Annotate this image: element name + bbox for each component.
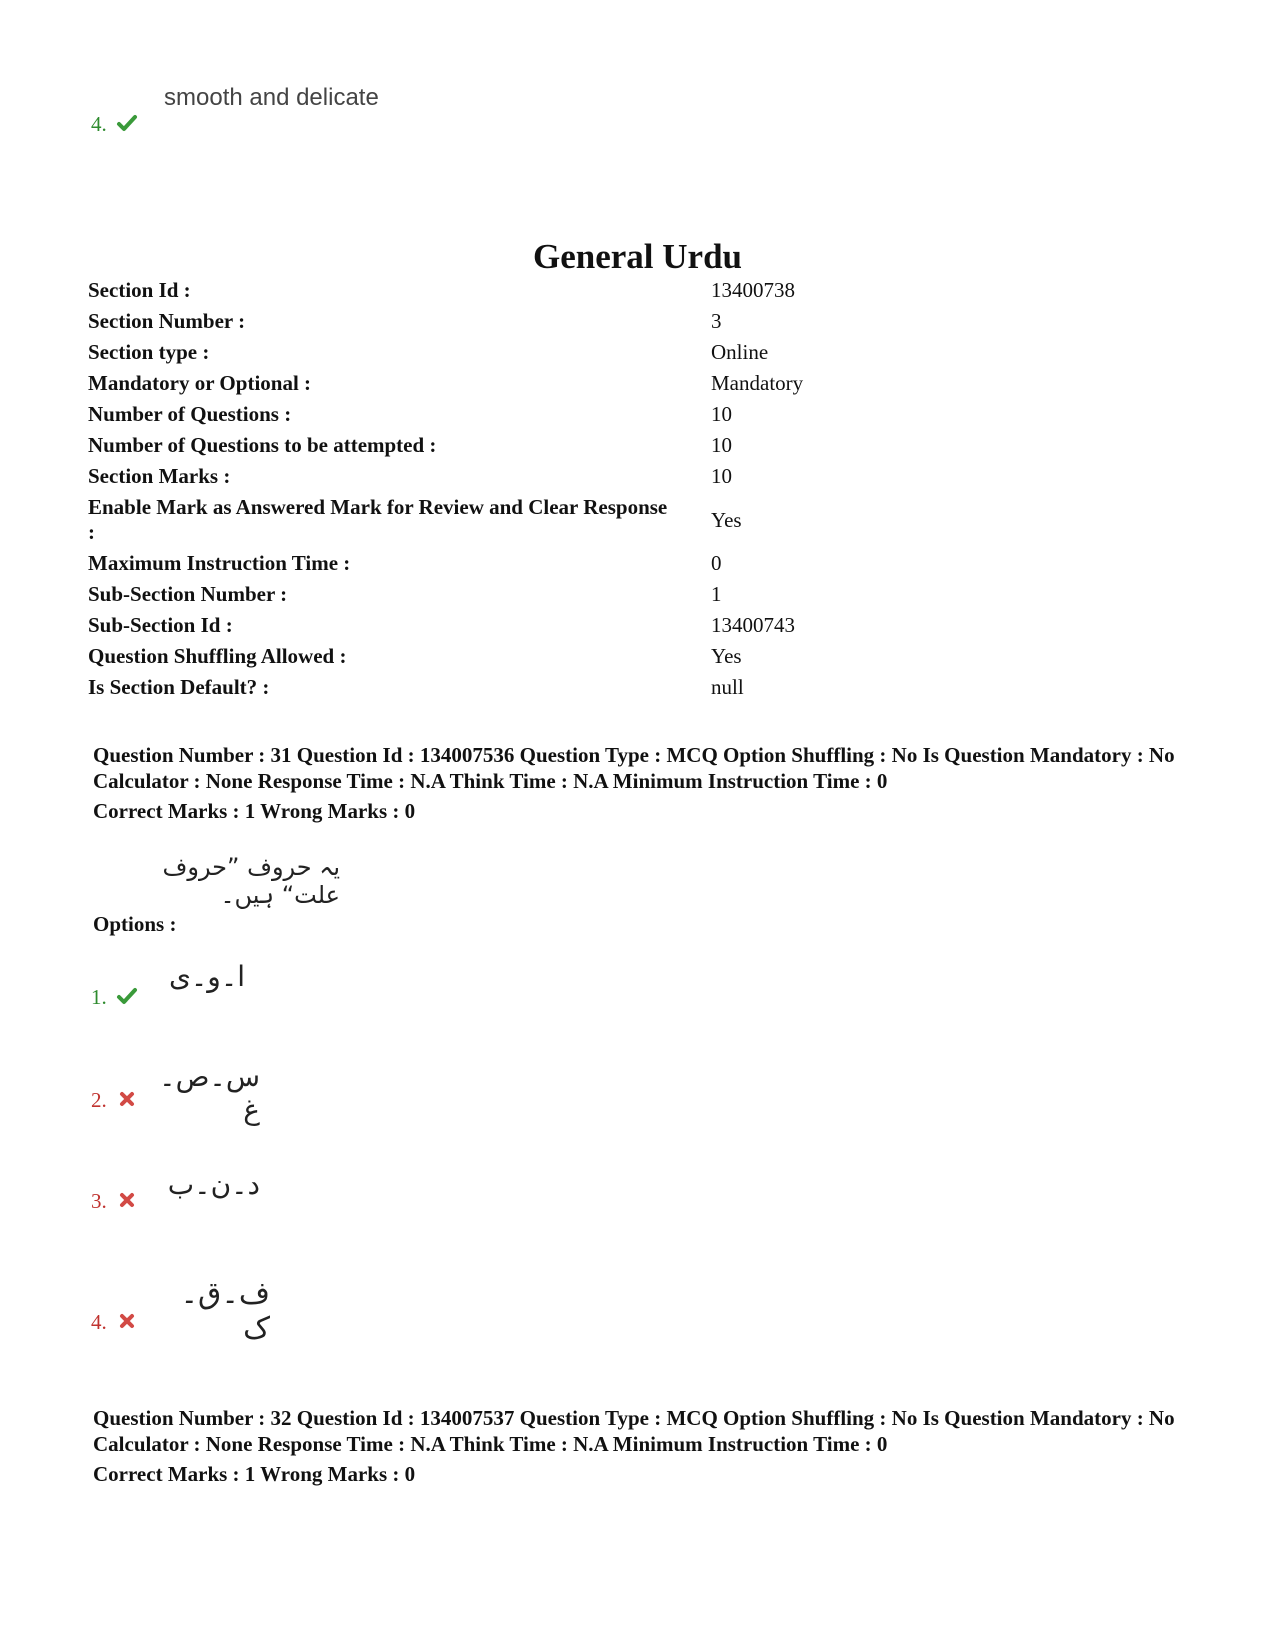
row-label: Number of Questions : bbox=[88, 402, 292, 426]
option-text: ف۔ق۔ک bbox=[180, 1276, 270, 1346]
question-31-marks: Correct Marks : 1 Wrong Marks : 0 bbox=[93, 799, 416, 823]
table-row bbox=[88, 672, 1011, 703]
option-marker bbox=[91, 985, 138, 1010]
row-label: Enable Mark as Answered Mark for Review and Clear Response : bbox=[88, 495, 668, 544]
question-31-meta: Question Number : 31 Question Id : 134007536 Question Type : MCQ Option Shuffling : No Is Question Mandatory : No Calculator : None Response Time : N.A Think Time : N.A Minimum Instruction Time : 0 bbox=[93, 743, 1175, 793]
row-value: 13400738 bbox=[711, 278, 795, 302]
row-value: Yes bbox=[711, 507, 742, 532]
question-32-meta: Question Number : 32 Question Id : 134007537 Question Type : MCQ Option Shuffling : No Is Question Mandatory : No Calculator : None Response Time : N.A Think Time : N.A Minimum Instruction Time : 0 bbox=[93, 1406, 1175, 1456]
options-label: Options : bbox=[93, 912, 177, 936]
table-row bbox=[88, 275, 1011, 306]
row-value: Yes bbox=[711, 644, 742, 668]
option-number: 1. bbox=[91, 985, 107, 1009]
cross-icon bbox=[116, 1189, 138, 1211]
table-row bbox=[88, 461, 1011, 492]
option-text: س۔ص۔غ bbox=[159, 1060, 260, 1126]
table-row bbox=[88, 610, 1011, 641]
table-row bbox=[88, 306, 1011, 337]
table-row bbox=[88, 492, 1011, 548]
row-value: 10 bbox=[711, 464, 732, 488]
table-row bbox=[88, 337, 1011, 368]
row-value: 13400743 bbox=[711, 613, 795, 637]
row-label: Maximum Instruction Time : bbox=[88, 551, 351, 575]
question-32-marks: Correct Marks : 1 Wrong Marks : 0 bbox=[93, 1462, 416, 1486]
row-label: Section Marks : bbox=[88, 464, 231, 488]
option-marker bbox=[91, 1189, 138, 1214]
row-label: Mandatory or Optional : bbox=[88, 371, 312, 395]
option-marker bbox=[91, 112, 138, 137]
row-value: 0 bbox=[711, 551, 722, 575]
option-text: smooth and delicate bbox=[164, 84, 379, 111]
row-value: 3 bbox=[711, 309, 722, 333]
table-row bbox=[88, 430, 1011, 461]
cross-icon bbox=[116, 1310, 138, 1332]
table-row bbox=[88, 368, 1011, 399]
row-value: Mandatory bbox=[711, 371, 804, 395]
row-label: Number of Questions to be attempted : bbox=[88, 433, 437, 457]
check-icon bbox=[116, 985, 138, 1007]
option-marker bbox=[91, 1088, 138, 1113]
row-label: Section Number : bbox=[88, 309, 246, 333]
option-number: 4. bbox=[91, 112, 107, 136]
row-value: 1 bbox=[711, 582, 722, 606]
row-label: Section Id : bbox=[88, 278, 191, 302]
row-label: Sub-Section Number : bbox=[88, 582, 288, 606]
option-text: د۔ن۔ب bbox=[167, 1168, 260, 1201]
option-number: 4. bbox=[91, 1310, 107, 1334]
table-row bbox=[88, 579, 1011, 610]
table-row bbox=[88, 641, 1011, 672]
cross-icon bbox=[116, 1088, 138, 1110]
check-icon bbox=[116, 112, 138, 134]
option-number: 3. bbox=[91, 1189, 107, 1213]
option-number: 2. bbox=[91, 1088, 107, 1112]
option-text: ا۔و۔ی bbox=[168, 960, 245, 993]
table-row bbox=[88, 399, 1011, 430]
row-value: null bbox=[711, 675, 744, 699]
row-label: Sub-Section Id : bbox=[88, 613, 233, 637]
option-marker bbox=[91, 1310, 138, 1335]
row-label: Is Section Default? : bbox=[88, 675, 270, 699]
row-value: 10 bbox=[711, 402, 732, 426]
table-row bbox=[88, 548, 1011, 579]
section-title: General Urdu bbox=[532, 237, 742, 276]
section-details-table bbox=[88, 275, 1011, 703]
row-label: Section type : bbox=[88, 340, 210, 364]
row-value: 10 bbox=[711, 433, 732, 457]
row-value: Online bbox=[711, 340, 769, 364]
row-label: Question Shuffling Allowed : bbox=[88, 644, 347, 668]
question-31-text: یہ حروف ”حروف علت“ ہیں۔ bbox=[162, 853, 340, 909]
